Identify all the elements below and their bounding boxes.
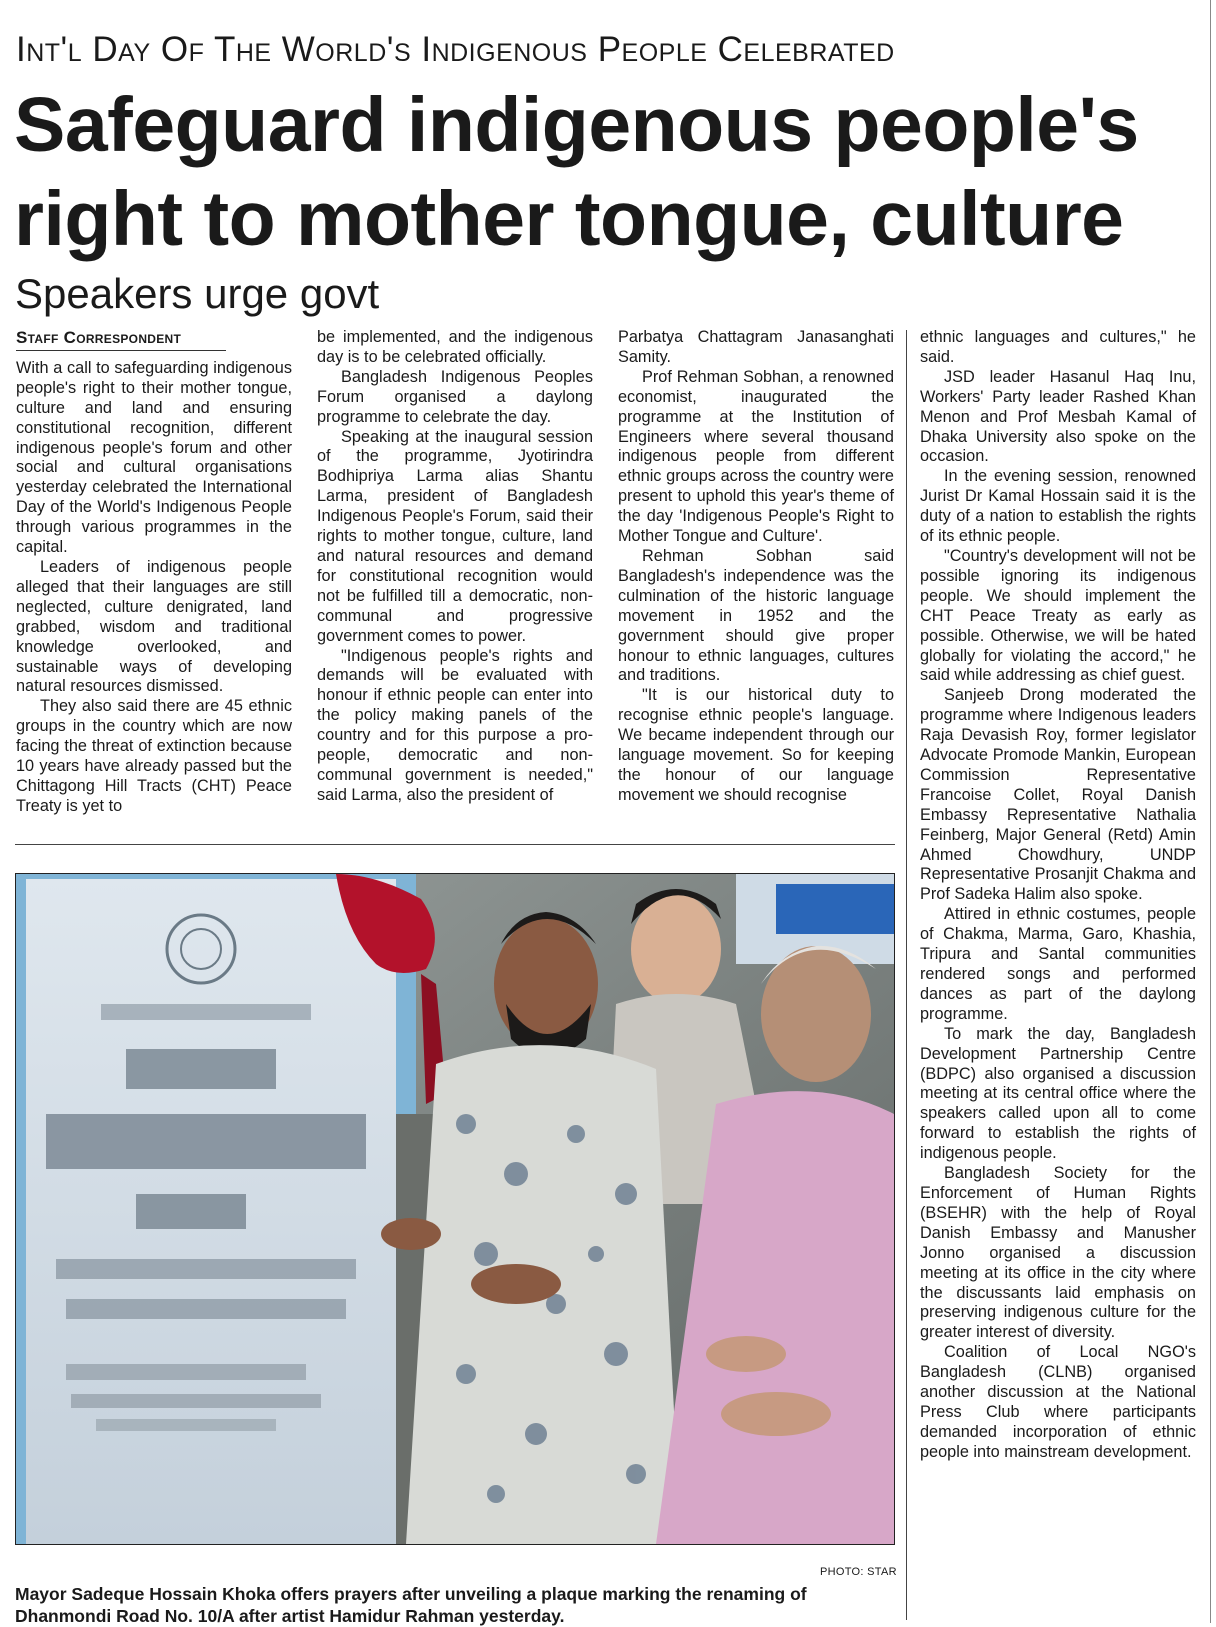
paragraph: Parbatya Chattagram Janasanghati Samity. — [618, 328, 894, 366]
paragraph: Speaking at the inaugural session of the programme, Jyotirindra Bodhipriya Larma alias Shantu Larma, president of Bangladesh Indigenous People's Forum, said their rights to mother tongue, culture, land and natural resources and demand for constitutional recognition would not be fulfilled till a democratic, non-communal and progressive government comes to power. — [317, 427, 593, 645]
paragraph: Sanjeeb Drong moderated the programme where Indigenous leaders Raja Devasish Roy, former legislator Advocate Promode Mankin, European Commission Representative Francoise Collet, Royal Danish Embassy Representative Nathalia Feinberg, Major General (Retd) Amin Ahmed Chowdhury, UNDP Representative Prosanjit Chakma and Prof Sadeka Halim also spoke. — [920, 686, 1196, 904]
paragraph: "It is our historical duty to recognise ethnic people's language. We became independent through our language movement. So for keeping the honour of our language movement we should recognise — [618, 686, 894, 804]
paragraph: Prof Rehman Sobhan, a renowned economist, inaugurated the programme at the Institution of Engineers where several thousand indigenous people from different ethnic groups across the country were present to uphold this year's theme of the day 'Indigenous People's Right to Mother Tongue and Culture'. — [618, 367, 894, 546]
paragraph: ethnic languages and cultures," he said. — [920, 328, 1196, 366]
section-divider — [15, 844, 895, 845]
article-column-3 — [618, 328, 894, 806]
kicker: Int'l Day Of The World's Indigenous People Celebrated — [16, 30, 895, 69]
photo-caption: Mayor Sadeque Hossain Khoka offers prayers after unveiling a plaque marking the renaming of Dhanmondi Road No. 10/A after artist Hamidur Rahman yesterday. — [15, 1584, 807, 1626]
paragraph: Attired in ethnic costumes, people of Chakma, Marma, Garo, Khashia, Tripura and Santal communities rendered songs and performed dances as part of the daylong programme. — [920, 905, 1196, 1023]
article-column-1 — [16, 328, 292, 817]
paragraph: "Indigenous people's rights and demands will be evaluated with honour if ethnic people can enter into the policy making panels of the country and for this purpose a pro-people, democratic and non-communal government is needed," said Larma, also the president of — [317, 646, 593, 804]
headline: Safeguard indigenous people's right to mother tongue, culture — [14, 82, 1139, 262]
deck: Speakers urge govt — [15, 270, 380, 317]
paragraph: With a call to safeguarding indigenous people's right to their mother tongue, culture and land and ensuring constitutional recognition, different indigenous people's forum and other social and cultural organisations yesterday celebrated the International Day of the World's Indigenous People through various programmes in the capital. — [16, 358, 292, 557]
paragraph: In the evening session, renowned Jurist Dr Kamal Hossain said it is the duty of a nation to establish the rights of its ethnic people. — [920, 467, 1196, 546]
paragraph: Bangladesh Society for the Enforcement of Human Rights (BSEHR) with the help of Royal Danish Embassy and Manusher Jonno organised a discussion meeting at its office in the city where the discussants laid emphasis on preserving indigenous culture for the greater interest of diversity. — [920, 1164, 1196, 1342]
paragraph: Leaders of indigenous people alleged that their languages are still neglected, culture denigrated, land grabbed, wisdom and traditional knowledge overlooked, and sustainable ways of developing natural resources dismissed. — [16, 557, 292, 696]
paragraph: "Country's development will not be possible ignoring its indigenous people. We should implement the CHT Peace Treaty as early as possible. Otherwise, we will be hated globally for violating the accord," he said while addressing as chief guest. — [920, 546, 1196, 685]
byline: Staff Correspondent — [16, 328, 226, 351]
column-divider — [906, 330, 907, 1620]
paragraph: JSD leader Hasanul Haq Inu, Workers' Party leader Rashed Khan Menon and Prof Mesbah Kamal of Dhaka University also spoke on the occasion. — [920, 367, 1196, 466]
photo-illustration — [16, 874, 894, 1544]
news-photo — [15, 873, 895, 1545]
paragraph: Bangladesh Indigenous Peoples Forum organised a daylong programme to celebrate the day. — [317, 367, 593, 426]
paragraph: To mark the day, Bangladesh Development Partnership Centre (BDPC) also organised a discussion meeting at its central office where the speakers called upon all to come forward to establish the rights of indigenous people. — [920, 1024, 1196, 1163]
paragraph: Coalition of Local NGO's Bangladesh (CLNB) organised another discussion at the National Press Club where participants demanded incorporation of ethnic people into mainstream development. — [920, 1343, 1196, 1461]
paragraph: Rehman Sobhan said Bangladesh's independence was the culmination of the historic language movement in 1952 and the government should give proper honour to ethnic languages, cultures and traditions. — [618, 546, 894, 685]
photo-credit: PHOTO: STAR — [820, 1566, 897, 1578]
article-column-4 — [920, 328, 1196, 1463]
paragraph: be implemented, and the indigenous day is to be celebrated officially. — [317, 328, 593, 366]
paragraph: They also said there are 45 ethnic groups in the country which are now facing the threat of extinction because 10 years have already passed but the Chittagong Hill Tracts (CHT) Peace Treaty is yet to — [16, 697, 292, 815]
article-column-2 — [317, 328, 593, 806]
page-edge-rule — [1210, 0, 1211, 1623]
